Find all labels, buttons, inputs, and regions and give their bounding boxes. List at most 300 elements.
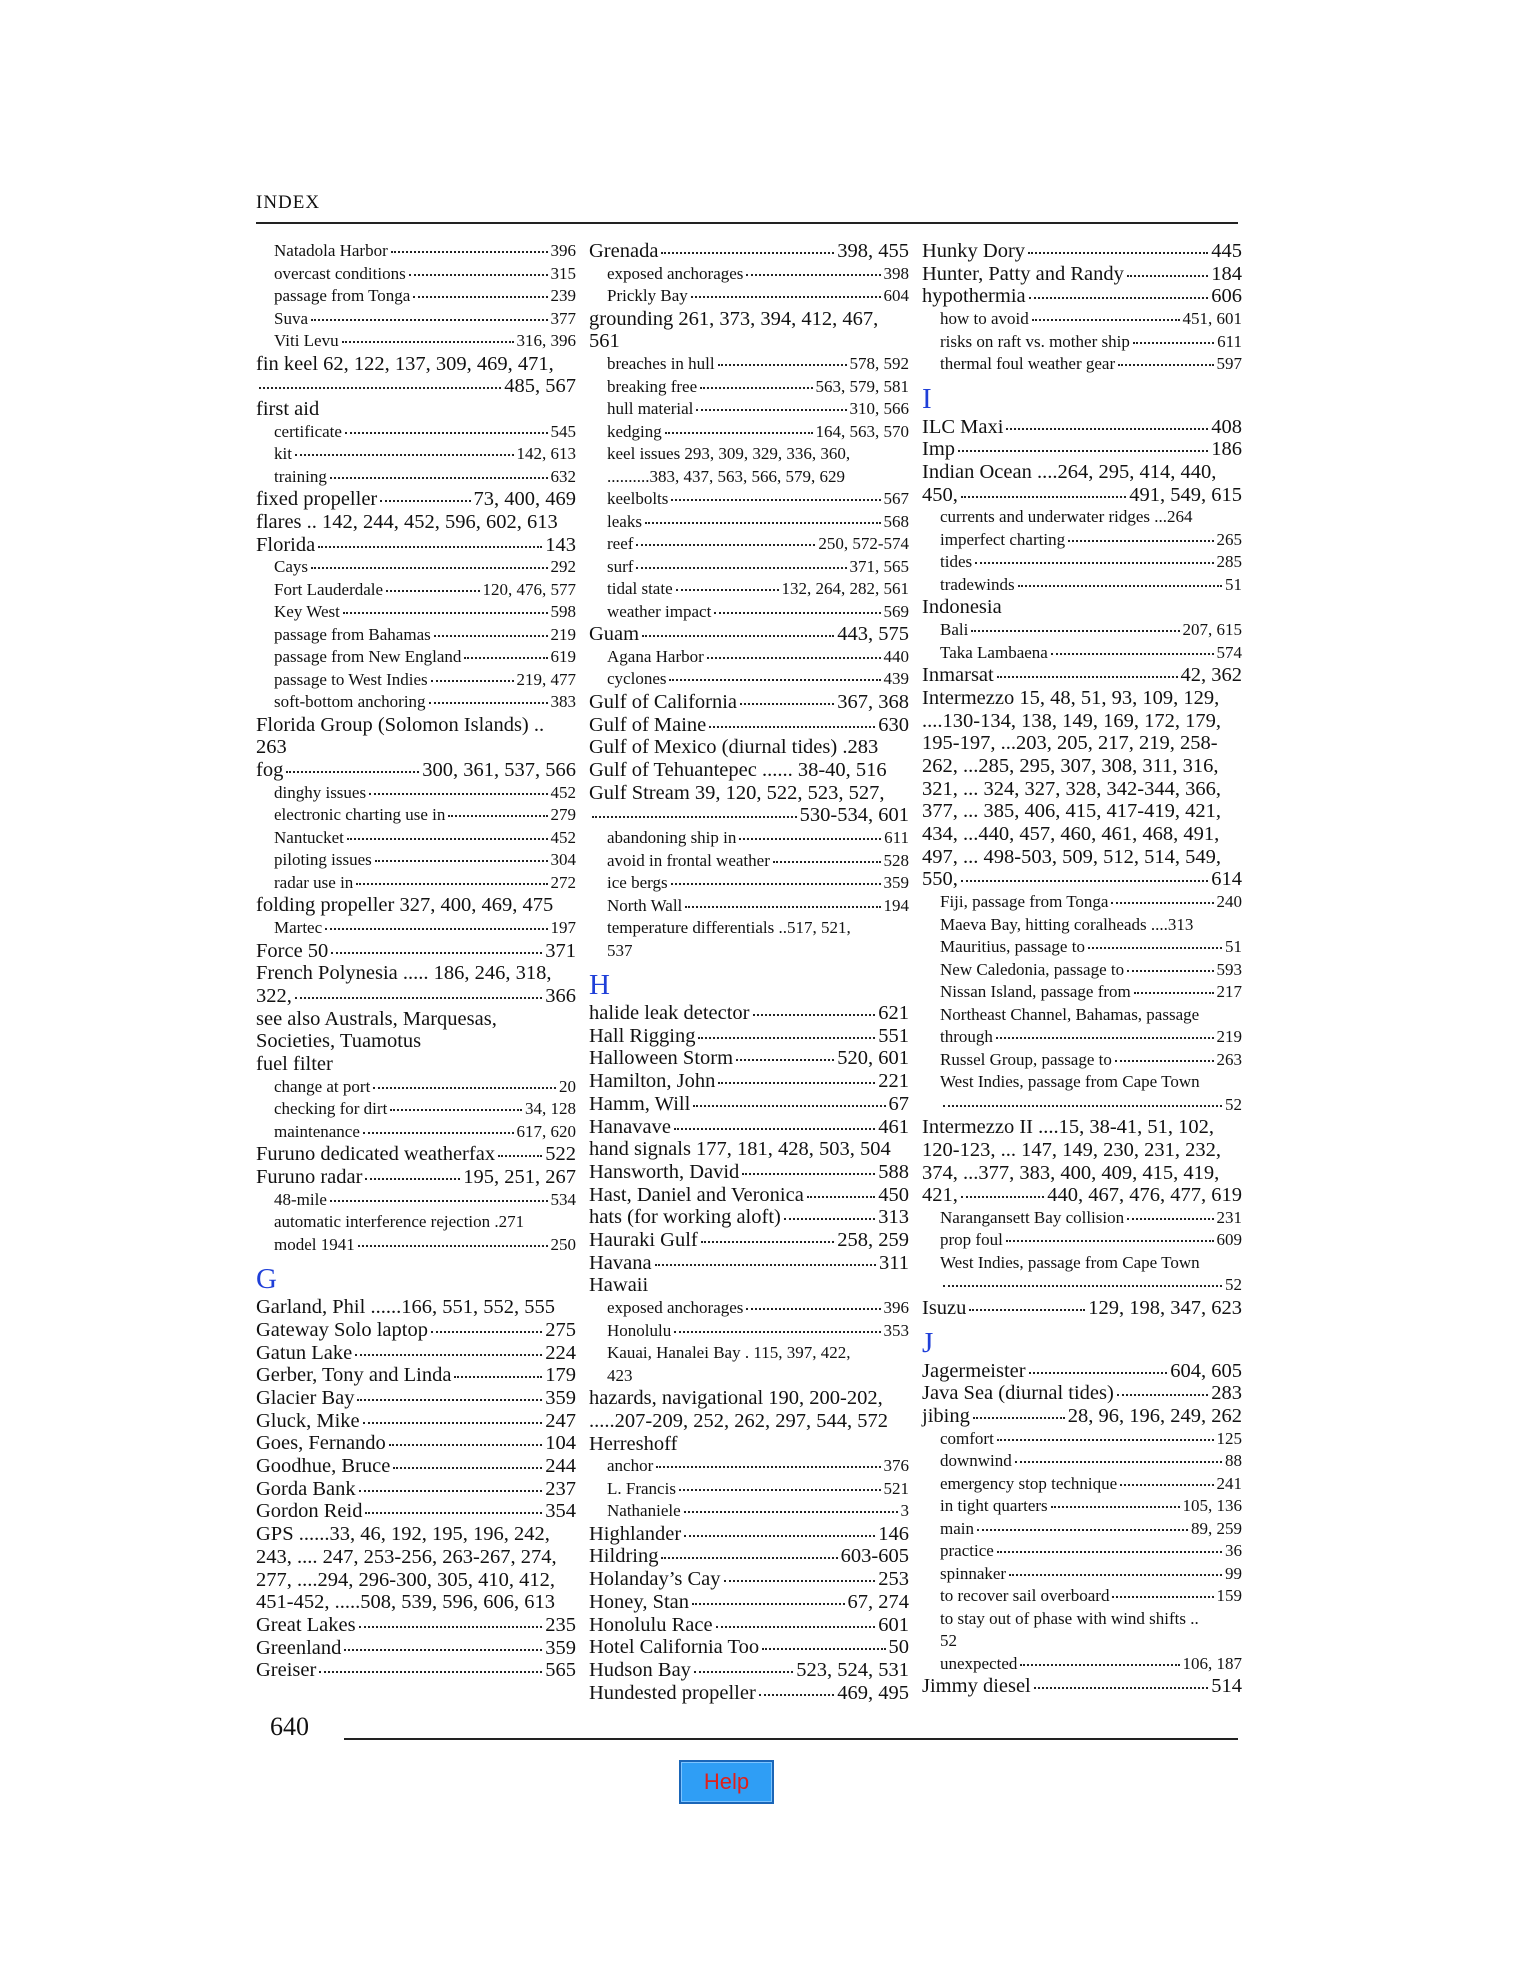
entry-pages: 52: [1225, 1094, 1242, 1114]
dot-leader: [1032, 318, 1180, 321]
entry-term: Bali: [940, 620, 969, 640]
dot-leader: [709, 725, 875, 728]
dot-leader: [343, 611, 548, 614]
index-entry: [256, 940, 576, 963]
entry-pages: 221: [878, 1070, 909, 1093]
entry-term: hazards, navigational 190, 200-202,: [589, 1387, 883, 1410]
dot-leader: [997, 1550, 1222, 1553]
entry-term: 537: [607, 940, 633, 960]
entry-pages: 461: [878, 1115, 909, 1138]
index-subentry: [922, 981, 1242, 1004]
entry-pages: 617, 620: [516, 1121, 576, 1141]
entry-term: North Wall: [607, 895, 683, 915]
entry-term: spinnaker: [940, 1563, 1007, 1583]
index-entry: [589, 691, 909, 714]
index-entry: [256, 1659, 576, 1682]
entry-term: Guam: [589, 623, 640, 646]
section-letter: H: [589, 969, 610, 1002]
index-subentry: [922, 1026, 1242, 1049]
entry-term: downwind: [940, 1451, 1012, 1471]
entry-term: ..........383, 437, 563, 566, 579, 629: [607, 466, 845, 486]
dot-leader: [330, 476, 548, 479]
dot-leader: [464, 656, 547, 659]
dot-leader: [656, 1465, 880, 1468]
entry-term: jibing: [922, 1405, 970, 1428]
dot-leader: [961, 1195, 1044, 1198]
entry-pages: 443, 575: [837, 623, 909, 646]
index-entry: [922, 285, 1242, 308]
entry-term: Honey, Stan: [589, 1590, 690, 1613]
index-entry: [589, 714, 909, 737]
entry-pages: 3: [900, 1501, 909, 1521]
entry-pages: 445: [1211, 240, 1242, 262]
entry-pages: 440, 467, 476, 477, 619: [1047, 1184, 1242, 1207]
entry-term: tides: [940, 552, 973, 572]
index-subentry: [922, 506, 1242, 529]
entry-term: cyclones: [607, 669, 667, 689]
dot-leader: [759, 1693, 834, 1696]
entry-term: Jagermeister: [922, 1359, 1026, 1382]
dot-leader: [736, 1058, 834, 1061]
entry-term: Hall Rigging: [589, 1024, 696, 1047]
entry-term: Hamilton, John: [589, 1070, 716, 1093]
index-entry: [589, 1568, 909, 1591]
index-subentry: [256, 1234, 576, 1257]
entry-term: prop foul: [940, 1230, 1003, 1250]
dot-leader: [676, 588, 779, 591]
index-subentry: [589, 376, 909, 399]
section-letter: J: [922, 1326, 934, 1359]
entry-term: keelbolts: [607, 489, 669, 509]
index-subentry: [922, 1428, 1242, 1451]
entry-term: model 1941: [274, 1234, 355, 1254]
entry-pages: 258, 259: [837, 1229, 909, 1252]
index-entry: [922, 240, 1242, 263]
entry-term: Suva: [274, 308, 308, 328]
dot-leader: [684, 1534, 875, 1537]
index-entry: [922, 438, 1242, 461]
dot-leader: [661, 251, 834, 254]
dot-leader: [739, 837, 881, 840]
index-entry: [922, 710, 1242, 733]
index-subentry: [922, 1608, 1242, 1631]
entry-term: 243, .... 247, 253-256, 263-267, 274,: [256, 1545, 557, 1568]
index-entry: [589, 240, 909, 263]
entry-pages: 125: [1216, 1428, 1242, 1448]
index-subentry: [589, 533, 909, 556]
index-subentry: [922, 1274, 1242, 1297]
dot-leader: [1034, 1686, 1208, 1689]
entry-term: exposed anchorages: [607, 263, 744, 283]
entry-term: kedging: [607, 421, 662, 441]
entry-term: hats (for working aloft): [589, 1206, 781, 1229]
entry-term: passage from Tonga: [274, 286, 411, 305]
index-column-3: [922, 240, 1242, 1698]
entry-term: Nathaniele: [607, 1501, 681, 1521]
entry-pages: 609: [1216, 1230, 1242, 1250]
entry-pages: 611: [1217, 331, 1242, 351]
entry-pages: 398: [883, 263, 909, 283]
entry-term: Gateway Solo laptop: [256, 1318, 428, 1341]
entry-pages: 601: [878, 1613, 909, 1636]
entry-pages: 240: [1216, 892, 1242, 912]
dot-leader: [311, 318, 548, 321]
index-entry: [922, 664, 1242, 687]
entry-pages: 598: [550, 602, 576, 622]
dot-leader: [961, 879, 1208, 882]
index-entry: [256, 1008, 576, 1053]
entry-term: Florida Group (Solomon Islands) ..: [256, 713, 545, 736]
dot-leader: [742, 1172, 875, 1175]
entry-term: fixed propeller: [256, 488, 378, 511]
entry-pages: 132, 264, 282, 561: [781, 579, 909, 599]
entry-pages: 611: [884, 828, 909, 848]
index-subentry: [589, 488, 909, 511]
index-subentry: [256, 849, 576, 872]
entry-term: certificate: [274, 421, 342, 441]
entry-pages: 551: [878, 1024, 909, 1047]
entry-pages: 588: [878, 1160, 909, 1183]
entry-pages: 452: [550, 782, 576, 802]
dot-leader: [943, 1284, 1222, 1287]
entry-pages: 353: [883, 1320, 909, 1340]
dot-leader: [363, 1131, 514, 1134]
entry-term: 434, ...440, 457, 460, 461, 468, 491,: [922, 823, 1220, 846]
entry-term: French Polynesia ..... 186, 246, 318,: [256, 962, 552, 985]
entry-pages: 129, 198, 347, 623: [1088, 1296, 1242, 1319]
dot-leader: [1051, 652, 1214, 655]
entry-term: temperature differentials ..517, 521,: [607, 918, 851, 938]
entry-pages: 179: [545, 1364, 576, 1387]
entry-pages: 451, 601: [1182, 309, 1242, 329]
entry-term: ....130-134, 138, 149, 169, 172, 179,: [922, 709, 1221, 732]
index-subentry: [256, 579, 576, 602]
entry-term: Garland, Phil ......166, 551, 552, 555: [256, 1296, 555, 1319]
entry-pages: 359: [545, 1636, 576, 1659]
entry-pages: 219: [1216, 1027, 1242, 1047]
dot-leader: [311, 566, 548, 569]
entry-term: Hunter, Patty and Randy: [922, 262, 1124, 285]
index-entry: [256, 1500, 576, 1523]
dot-leader: [295, 996, 542, 999]
help-button[interactable]: Help: [679, 1760, 774, 1804]
entry-pages: 593: [1216, 959, 1242, 979]
entry-term: in tight quarters: [940, 1496, 1048, 1516]
index-entry: [922, 1360, 1242, 1383]
entry-term: Key West: [274, 602, 340, 622]
dot-leader: [740, 702, 834, 705]
dot-leader: [692, 1602, 844, 1605]
entry-pages: 186: [1211, 438, 1242, 461]
index-subentry: [922, 1049, 1242, 1072]
index-entry: [256, 894, 576, 917]
index-subentry: [256, 1211, 576, 1234]
entry-pages: 104: [545, 1432, 576, 1455]
dot-leader: [344, 1648, 542, 1651]
index-entry: [589, 1410, 909, 1433]
entry-pages: 485, 567: [504, 375, 576, 398]
index-entry: [256, 1546, 576, 1569]
entry-pages: 567: [883, 489, 909, 509]
index-subentry: [256, 646, 576, 669]
section-letter: I: [922, 382, 932, 415]
entry-pages: 88: [1225, 1451, 1242, 1471]
index-entry: [256, 1387, 576, 1410]
entry-term: Hawaii: [589, 1274, 649, 1297]
entry-pages: 28, 96, 196, 249, 262: [1067, 1405, 1242, 1428]
index-entry: [589, 1523, 909, 1546]
entry-term: Gulf of Mexico (diurnal tides) .283: [589, 736, 879, 759]
index-entry: [922, 461, 1242, 484]
entry-pages: 231: [1216, 1207, 1242, 1227]
dot-leader: [661, 1556, 837, 1559]
index-entry: [589, 1636, 909, 1659]
index-subentry: [922, 1563, 1242, 1586]
index-subentry: [922, 619, 1242, 642]
dot-leader: [671, 882, 881, 885]
dot-leader: [685, 905, 880, 908]
entry-term: Natadola Harbor: [274, 241, 388, 260]
index-entry: [922, 1116, 1242, 1139]
entry-pages: 621: [878, 1002, 909, 1025]
index-subentry: [256, 556, 576, 579]
index-subentry: [922, 1207, 1242, 1230]
index-subentry: [256, 917, 576, 940]
index-entry: [256, 353, 576, 376]
entry-term: Grenada: [589, 240, 659, 262]
entry-pages: 383: [550, 692, 576, 712]
dot-leader: [286, 770, 419, 773]
entry-term: Fiji, passage from Tonga: [940, 892, 1109, 912]
dot-leader: [645, 521, 881, 524]
entry-term: change at port: [274, 1076, 371, 1096]
dot-leader: [961, 495, 1126, 498]
index-entry: [922, 778, 1242, 801]
index-subentry: [256, 669, 576, 692]
index-subentry: [922, 914, 1242, 937]
entry-term: thermal foul weather gear: [940, 354, 1116, 374]
dot-leader: [365, 1511, 542, 1514]
dot-leader: [1127, 969, 1213, 972]
index-entry: [589, 1025, 909, 1048]
entry-term: Gordon Reid: [256, 1500, 363, 1523]
index-subentry: [256, 330, 576, 353]
index-entry: [256, 1637, 576, 1660]
dot-leader: [592, 815, 797, 818]
index-subentry: [589, 917, 909, 940]
entry-pages: 630: [878, 713, 909, 736]
entry-pages: 574: [1216, 642, 1242, 662]
index-subentry: [922, 1450, 1242, 1473]
index-entry: [589, 1614, 909, 1637]
entry-term: Agana Harbor: [607, 646, 704, 666]
dot-leader: [358, 1244, 548, 1247]
entry-term: fin keel 62, 122, 137, 309, 469, 471,: [256, 352, 554, 375]
index-entry: [256, 962, 576, 985]
index-subentry: [256, 443, 576, 466]
dot-leader: [724, 1579, 876, 1582]
dot-leader: [773, 860, 881, 863]
entry-pages: 237: [545, 1477, 576, 1500]
entry-term: Indonesia: [922, 596, 1002, 619]
index-subentry: [922, 1252, 1242, 1275]
index-subentry: [589, 511, 909, 534]
entry-term: to recover sail overboard: [940, 1586, 1110, 1606]
dot-leader: [671, 498, 880, 501]
entry-term: through: [940, 1027, 993, 1047]
entry-term: 120-123, ... 147, 149, 230, 231, 232,: [922, 1138, 1221, 1161]
entry-term: Gulf of California: [589, 690, 738, 713]
index-entry: [589, 1184, 909, 1207]
index-entry: [589, 623, 909, 646]
index-subentry: [589, 263, 909, 286]
dot-leader: [295, 453, 514, 456]
index-entry: [256, 534, 576, 557]
entry-pages: 522: [545, 1143, 576, 1166]
entry-term: Hildring: [589, 1545, 659, 1568]
index-subentry: [256, 804, 576, 827]
entry-term: 52: [940, 1631, 957, 1651]
entry-term: Force 50: [256, 939, 329, 962]
entry-term: weather impact: [607, 601, 712, 621]
index-subentry: [589, 1297, 909, 1320]
entry-term: 321, ... 324, 327, 328, 342-344, 366,: [922, 777, 1221, 800]
index-subentry: [256, 308, 576, 331]
index-subentry: [922, 551, 1242, 574]
entry-pages: 194: [883, 895, 909, 915]
index-entry: [589, 1047, 909, 1070]
dot-leader: [1006, 427, 1208, 430]
index-subentry: [922, 1229, 1242, 1252]
entry-pages: 164, 563, 570: [815, 421, 909, 441]
entry-pages: 396: [550, 241, 576, 260]
dot-leader: [674, 1127, 875, 1130]
entry-term: hypothermia: [922, 285, 1026, 308]
entry-term: ILC Maxi: [922, 415, 1004, 438]
entry-term: avoid in frontal weather: [607, 850, 770, 870]
dot-leader: [325, 927, 547, 930]
index-subentry: [256, 1121, 576, 1144]
index-entry: [256, 511, 576, 534]
index-entry: [922, 1405, 1242, 1428]
dot-leader: [665, 431, 813, 434]
entry-term: Maeva Bay, hitting coralheads ....313: [940, 914, 1194, 934]
index-entry: [922, 800, 1242, 823]
entry-pages: 146: [878, 1522, 909, 1545]
dot-leader: [363, 1421, 543, 1424]
entry-pages: 439: [883, 669, 909, 689]
dot-leader: [1020, 1663, 1179, 1666]
entry-pages: 73, 400, 469: [473, 488, 576, 511]
entry-term: Hast, Daniel and Veronica: [589, 1183, 804, 1206]
index-subentry: [922, 1540, 1242, 1563]
index-subentry: [589, 285, 909, 308]
entry-pages: 632: [550, 466, 576, 486]
entry-term: keel issues 293, 309, 329, 336, 360,: [607, 444, 851, 464]
index-subentry: [922, 959, 1242, 982]
entry-term: 263: [256, 736, 287, 759]
entry-term: Gerber, Tony and Linda: [256, 1364, 452, 1387]
index-entry: [922, 596, 1242, 619]
entry-term: Mauritius, passage to: [940, 937, 1085, 957]
entry-term: fuel filter: [256, 1053, 333, 1076]
entry-term: Hundested propeller: [589, 1681, 756, 1704]
dot-leader: [714, 611, 880, 614]
entry-term: 421,: [922, 1184, 958, 1207]
entry-pages: 285: [1216, 552, 1242, 572]
dot-leader: [996, 1036, 1214, 1039]
index-entry: [589, 1433, 909, 1456]
dot-leader: [636, 566, 846, 569]
entry-pages: 106, 187: [1182, 1653, 1242, 1673]
index-entry: [256, 1319, 576, 1342]
entry-term: Hansworth, David: [589, 1160, 740, 1183]
entry-term: Hauraki Gulf: [589, 1229, 698, 1252]
dot-leader: [429, 701, 548, 704]
entry-term: abandoning ship in: [607, 828, 737, 848]
dot-leader: [390, 1108, 522, 1111]
entry-term: emergency stop technique: [940, 1473, 1118, 1493]
index-subentry: [256, 1098, 576, 1121]
dot-leader: [997, 675, 1178, 678]
dot-leader: [1127, 274, 1208, 277]
entry-term: Honolulu Race: [589, 1613, 713, 1636]
entry-term: 550,: [922, 868, 958, 891]
entry-term: hand signals 177, 181, 428, 503, 504: [589, 1138, 891, 1161]
index-entry: [256, 1053, 576, 1076]
entry-pages: 520, 601: [837, 1047, 909, 1070]
entry-term: Hotel California Too: [589, 1636, 760, 1659]
entry-term: Halloween Storm: [589, 1047, 734, 1070]
index-subentry: [589, 556, 909, 579]
dot-leader: [655, 1263, 876, 1266]
index-subentry: [256, 624, 576, 647]
index-subentry: [589, 895, 909, 918]
entry-term: Honolulu: [607, 1320, 672, 1340]
dot-leader: [357, 1398, 542, 1401]
entry-pages: 578, 592: [849, 354, 909, 374]
entry-pages: 244: [545, 1455, 576, 1478]
entry-pages: 241: [1216, 1473, 1242, 1493]
index-entry: [589, 1659, 909, 1682]
dot-leader: [642, 634, 834, 637]
running-header: [256, 190, 1238, 224]
entry-term: Java Sea (diurnal tides): [922, 1382, 1114, 1405]
entry-pages: 42, 362: [1180, 664, 1242, 687]
entry-term: Great Lakes: [256, 1614, 356, 1636]
entry-term: 450,: [922, 483, 958, 506]
entry-term: 322,: [256, 984, 292, 1007]
entry-term: Gorda Bank: [256, 1477, 356, 1500]
entry-term: Martec: [274, 918, 323, 938]
index-subentry: [922, 1495, 1242, 1518]
index-subentry: [922, 1071, 1242, 1094]
index-entry: [589, 330, 909, 353]
entry-term: passage to West Indies: [274, 669, 428, 689]
dot-leader: [997, 1438, 1214, 1441]
index-entry: [589, 1116, 909, 1139]
entry-pages: 606: [1211, 285, 1242, 308]
footer-rule: [344, 1738, 1238, 1740]
index-subentry: [922, 1094, 1242, 1117]
entry-term: fog: [256, 759, 284, 782]
entry-term: Hudson Bay: [589, 1659, 691, 1681]
entry-term: L. Francis: [607, 1478, 676, 1498]
dot-leader: [1112, 1595, 1213, 1598]
entry-term: Herreshoff: [589, 1432, 678, 1455]
index-subentry: [922, 1585, 1242, 1608]
entry-pages: 452: [550, 827, 576, 847]
